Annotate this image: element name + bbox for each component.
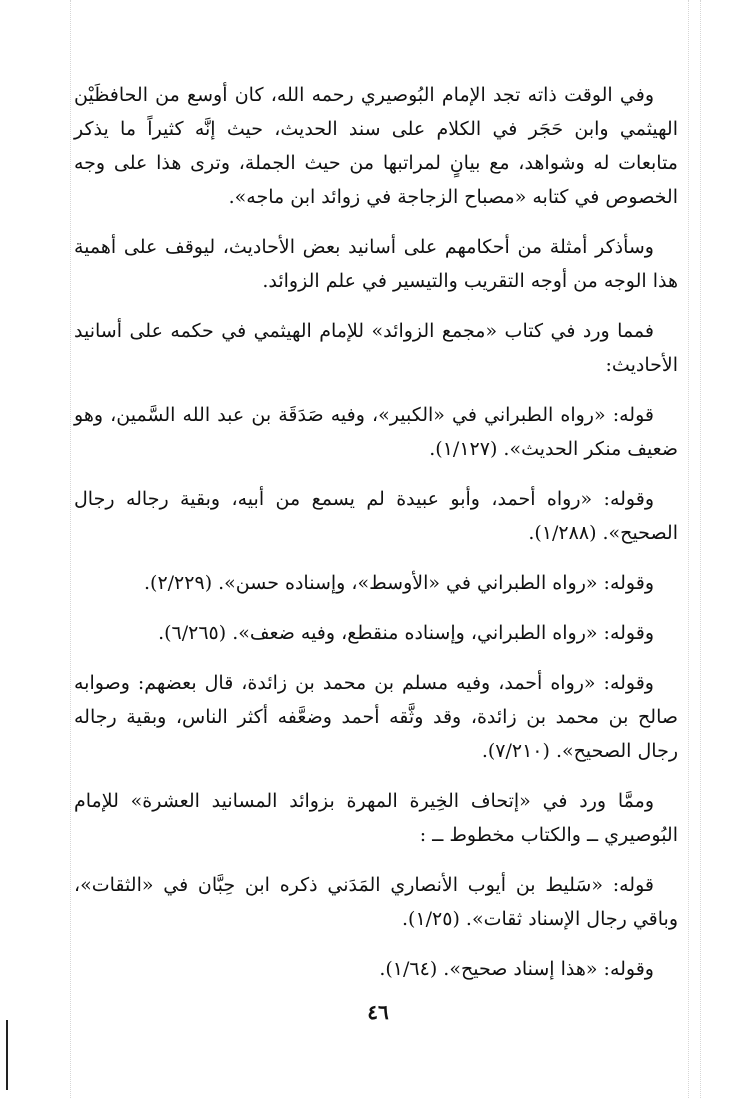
paragraph-examples-intro: وسأذكر أمثلة من أحكامهم على أسانيد بعض الأحاديث، ليوقف على أهمية هذا الوجه من أوجه التقريب والتيسير في علم الزوائد. <box>74 236 678 292</box>
quote-3: وقوله: «رواه الطبراني في «الأوسط»، وإسناده حسن». (٢/٢٢٩). <box>144 572 654 594</box>
page-body <box>74 78 678 1002</box>
quote-6: قوله: «سَليط بن أيوب الأنصاري المَدَني ذكره ابن حِبَّان في «الثقات»، وباقي رجال الإسناد ثقات». (١/٢٥). <box>74 874 678 930</box>
quote-5: وقوله: «رواه أحمد، وفيه مسلم بن محمد بن زائدة، قال بعضهم: وصوابه صالح بن محمد بن زائدة، وقد وثَّقه أحمد وضعَّفه أكثر الناس، وبقية رجاله رجال الصحيح». (٧/٢١٠). <box>74 672 678 762</box>
paragraph-majma-intro: فمما ورد في كتاب «مجمع الزوائد» للإمام الهيثمي في حكمه على أسانيد الأحاديث: <box>74 320 678 376</box>
scan-guide-line <box>700 0 701 1098</box>
quote-4: وقوله: «رواه الطبراني، وإسناده منقطع، وفيه ضعف». (٦/٢٦٥). <box>158 622 654 644</box>
scan-guide-line <box>688 0 689 1098</box>
quote-2: وقوله: «رواه أحمد، وأبو عبيدة لم يسمع من أبيه، وبقية رجاله رجال الصحيح». (١/٢٨٨). <box>74 488 678 544</box>
quote-7: وقوله: «هذا إسناد صحيح». (١/٦٤). <box>379 958 654 980</box>
page-number: ٤٦ <box>367 1000 389 1024</box>
paragraph-busiri-intro: وفي الوقت ذاته تجد الإمام البُوصيري رحمه الله، كان أوسع من الحافظَيْن الهيثمي وابن حَجَر في الكلام على سند الحديث، حيث إنَّه كثيراً ما يذكر متابعات له وشواهد، مع بيانٍ لمراتبها من حيث الجملة، وترى هذا على وجه الخصوص في كتابه «مصباح الزجاجة في زوائد ابن ماجه». <box>74 84 678 208</box>
quote-1: قوله: «رواه الطبراني في «الكبير»، وفيه صَدَقَة بن عبد الله السَّمين، وهو ضعيف منكر الحديث». (١/١٢٧). <box>74 404 678 460</box>
paragraph-ithaf-intro: وممَّا ورد في «إتحاف الخِيرة المهرة بزوائد المسانيد العشرة» للإمام البُوصيري ــ والكتاب مخطوط ــ : <box>74 790 678 846</box>
scan-guide-line <box>70 0 71 1098</box>
binding-edge <box>6 1020 8 1090</box>
